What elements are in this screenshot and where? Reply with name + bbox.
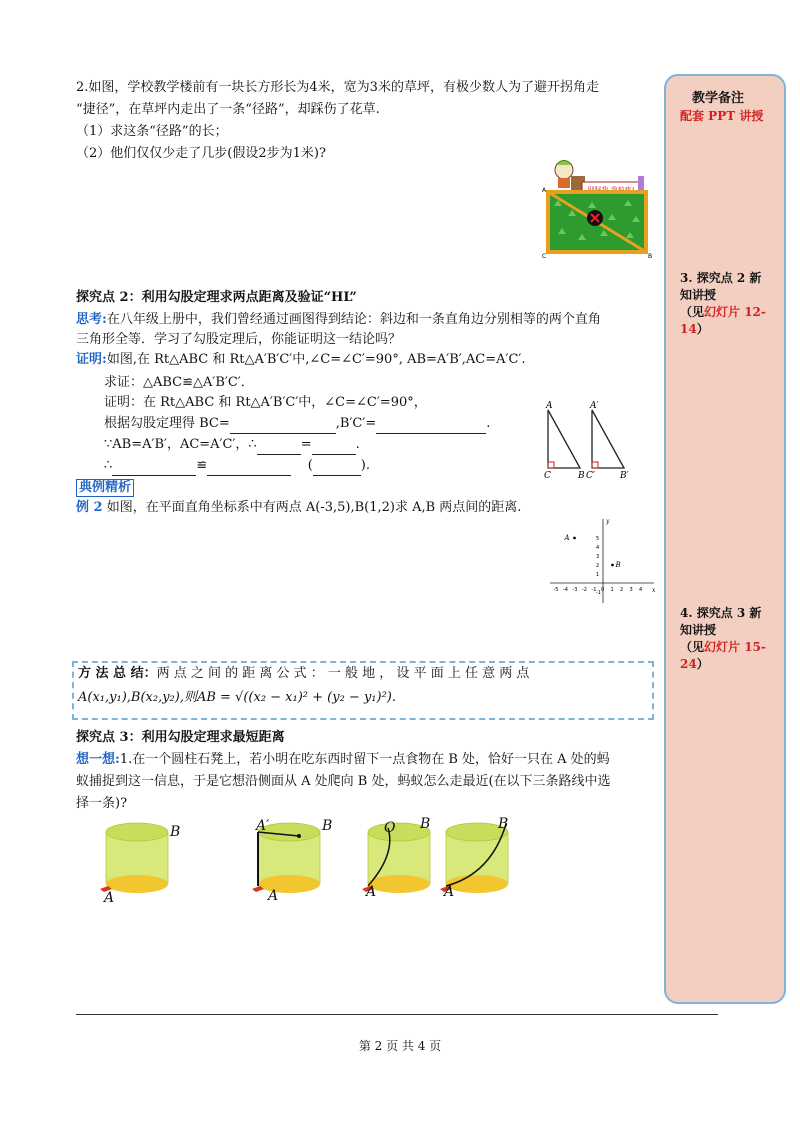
cylinder-routes-figure (96, 814, 536, 910)
method-summary-line1: 方 法 总 结：两 点 之 间 的 距 离 公 式 ： 一 般 地 ， 设 平 面 上 任 意 两 点 (78, 666, 530, 681)
x-tick-label: 4 (639, 587, 643, 593)
congruent-triangles-figure (540, 398, 640, 482)
triangle-a2b2c2 (592, 410, 624, 468)
section2-think-2: 三角形全等．学习了勾股定理后，你能证明这一结论吗？ (76, 332, 402, 347)
y-axis-label: y (606, 518, 610, 525)
y-tick-label: 1 (596, 572, 600, 578)
cyl3-label-o: O (384, 820, 396, 836)
x-tick-label: 2 (620, 587, 624, 593)
y-tick-label: -1 (596, 590, 601, 596)
proof-line-2: 证明：在 Rt△ABC 和 Rt△A′B′C′中，∠C=∠C′=90°， (104, 395, 427, 410)
x-tick-label: -5 (553, 587, 559, 593)
footer-divider (76, 1014, 718, 1015)
x-tick-label: 0 (601, 587, 605, 593)
x-tick-label: 1 (610, 587, 614, 593)
section2-proof: 证明:如图,在 Rt△ABC 和 Rt△A′B′C′中,∠C=∠C′=90°, AB=A′B′,AC=A′C′. (76, 352, 526, 367)
point-b (611, 564, 614, 567)
cyl2-label-a2: A′ (256, 818, 270, 834)
svg-text:A′: A′ (590, 401, 599, 411)
x-tick-label: 3 (629, 587, 633, 593)
svg-text:A: A (542, 187, 547, 194)
proof-line-3: 根据勾股定理得 BC= ,B′C′= . (104, 414, 490, 434)
cyl3-label-a: A (366, 884, 377, 900)
lawn-illustration (538, 156, 658, 264)
svg-text:B′: B′ (620, 471, 629, 481)
prove-statement: 求证：△ABC≌△A′B′C′． (104, 375, 254, 390)
x-tick-label: -3 (572, 587, 578, 593)
point-a (573, 537, 576, 540)
svg-text:B: B (648, 253, 653, 260)
proof-line-5: ∴ ≌ ( ). (104, 456, 370, 476)
sidebar-note-4-line2: 知讲授 (680, 623, 717, 637)
sidebar-note-4-line3: （见幻灯片 15- (680, 640, 766, 654)
sidebar-note-4-line4: 24） (680, 657, 709, 671)
sidebar-note-4-line1: 4. 探究点 3 新 (680, 606, 762, 620)
svg-text:C′: C′ (586, 471, 595, 481)
q2-part1: （1）求这条“径路”的长； (76, 124, 228, 139)
cyl1-label-b: B (170, 824, 181, 840)
cyl2-label-b: B (322, 818, 333, 834)
svg-text:B: B (578, 471, 585, 481)
x-tick-label: -2 (582, 587, 587, 593)
cartoon-character-icon (555, 161, 585, 191)
svg-text:A: A (546, 401, 553, 411)
sidebar-subtitle: 配套 PPT 讲授 (680, 109, 764, 123)
cyl4-label-b: B (498, 816, 509, 832)
cylinder-4 (440, 823, 508, 893)
x-tick-label: -4 (563, 587, 568, 593)
coordinate-plane (548, 515, 658, 605)
sidebar-title: 教学备注 (692, 91, 745, 106)
cyl4-label-a: A (444, 884, 455, 900)
sidebar-note-3-line3: （见幻灯片 12- (680, 305, 766, 319)
sidebar-note-3-line4: 14） (680, 322, 709, 336)
section3-title: 探究点 3：利用勾股定理求最短距离 (76, 730, 285, 745)
teaching-notes-sidebar (664, 74, 786, 1004)
sidebar-note-3-line1: 3. 探究点 2 新 (680, 271, 762, 285)
section2-title: 探究点 2：利用勾股定理求两点距离及验证“HL” (76, 290, 357, 305)
page-number: 第 2 页 共 4 页 (358, 1039, 442, 1053)
example-2: 例 2 如图，在平面直角坐标系中有两点 A(-3,5),B(1,2)求 A,B 两点间的距离. (76, 500, 522, 515)
y-tick-label: 2 (596, 563, 600, 569)
cyl1-label-a: A (104, 890, 115, 906)
svg-text:C: C (544, 471, 551, 481)
cylinder-1 (100, 823, 168, 893)
svg-text:C: C (542, 253, 547, 260)
cyl3-label-b: B (420, 816, 431, 832)
triangle-abc (548, 410, 580, 468)
section3-line1: 想一想:1.在一个圆柱石凳上，若小明在吃东西时留下一点食物在 B 处，恰好一只在 A 处的蚂 (76, 752, 610, 767)
section2-think: 思考:在八年级上册中，我们曾经通过画图得到结论：斜边和一条直角边分别相等的两个直角 (76, 312, 601, 327)
y-tick-label: 3 (596, 554, 600, 560)
y-tick-label: 5 (596, 536, 600, 542)
proof-line-4: ∵AB=A′B′，AC=A′C′，∴ = . (104, 435, 360, 455)
cyl2-label-a: A (268, 888, 279, 904)
section3-line3: 择一条)? (76, 796, 128, 811)
section3-line2: 蚁捕捉到这一信息，于是它想沿侧面从 A 处爬向 B 处，蚂蚁怎么走最近(在以下三条路线中选 (76, 774, 611, 789)
q2-part2: （2）他们仅仅少走了几步(假设2步为1米)? (76, 146, 326, 161)
x-axis-label: x (652, 587, 656, 594)
sidebar-note-3-line2: 知讲授 (680, 288, 717, 302)
point-label-b: B (615, 561, 621, 569)
q2-line1: 2.如图，学校教学楼前有一块长方形长为4米，宽为3米的草坪，有极少数人为了避开拐角走 (76, 80, 599, 95)
cylinder-3 (362, 823, 430, 893)
point-label-a: A (564, 534, 570, 542)
example-tag: 典例精析 (76, 479, 134, 497)
x-tick-label: -1 (591, 587, 597, 593)
q2-line2: “捷径”，在草坪内走出了一条“径路”，却踩伤了花草. (76, 102, 380, 117)
y-tick-label: 4 (596, 545, 600, 551)
distance-formula: A(x₁,y₁),B(x₂,y₂),则AB = √((x₂ − x₁)² + (y₂ − y₁)²). (78, 690, 396, 705)
